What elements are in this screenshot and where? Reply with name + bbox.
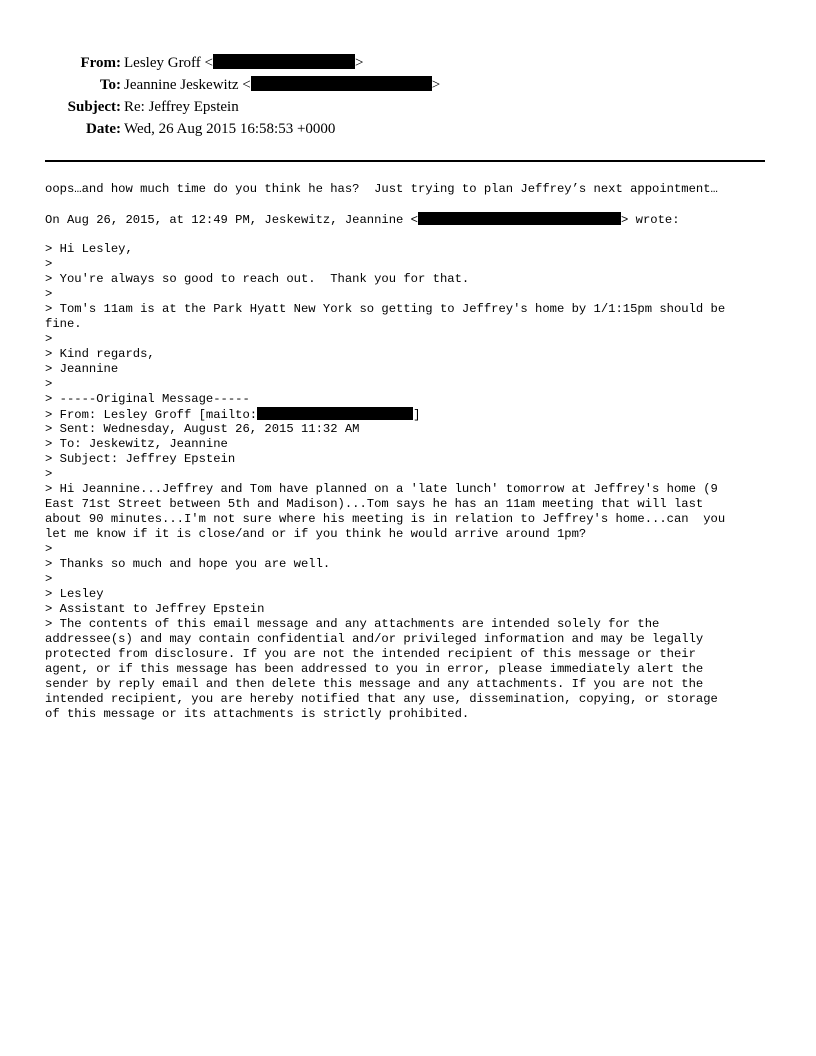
subject-value: Re: Jeffrey Epstein [124, 99, 239, 115]
quoted-line: > [45, 572, 53, 586]
quoted-line: about 90 minutes...I'm not sure where his meeting is in relation to Jeffrey's home...can you [45, 512, 726, 526]
date-label: Date: [86, 121, 121, 137]
header-to [0, 74, 816, 96]
disclaimer-line: sender by reply email and then delete this message and any attachments. If you are not the [45, 677, 704, 691]
redaction-bar [251, 76, 432, 91]
disclaimer-line: agent, or if this message has been addressed to you in error, please immediately alert the [45, 662, 704, 676]
disclaimer-line: of this message or its attachments is strictly prohibited. [45, 707, 470, 721]
to-value: Jeannine Jeskewitz < > [124, 77, 441, 93]
quoted-line: > Hi Jeannine...Jeffrey and Tom have planned on a 'late lunch' tomorrow at Jeffrey's home (9 [45, 482, 718, 496]
quote-attribution: On Aug 26, 2015, at 12:49 PM, Jeskewitz, Jeannine < > wrote: [45, 213, 680, 227]
quoted-line: fine. [45, 317, 82, 331]
email-body [45, 182, 785, 722]
reply-text: oops…and how much time do you think he has? Just trying to plan Jeffrey’s next appointment… [45, 182, 718, 196]
to-label: To: [99, 77, 121, 93]
quoted-line: East 71st Street between 5th and Madison)...Tom says he has an 11am meeting that will last [45, 497, 704, 511]
header-from [0, 52, 816, 74]
quoted-line: > [45, 257, 53, 271]
quoted-line: > Thanks so much and hope you are well. [45, 557, 331, 571]
disclaimer-line: intended recipient, you are hereby notified that any use, dissemination, copying, or storage [45, 692, 718, 706]
quoted-line: > Tom's 11am is at the Park Hyatt New York so getting to Jeffrey's home by 1/1:15pm should be [45, 302, 726, 316]
quoted-line: > Sent: Wednesday, August 26, 2015 11:32 AM [45, 422, 360, 436]
quoted-line: > [45, 467, 53, 481]
quoted-line: > [45, 332, 53, 346]
quoted-line: > From: Lesley Groff [mailto: ] [45, 408, 421, 422]
redaction-bar [257, 407, 413, 420]
quoted-line: > Assistant to Jeffrey Epstein [45, 602, 265, 616]
quoted-line: > -----Original Message----- [45, 392, 250, 406]
from-label: From: [80, 55, 121, 71]
redaction-bar [418, 212, 621, 225]
subject-label: Subject: [67, 99, 121, 115]
header-divider [45, 160, 765, 162]
disclaimer-line: protected from disclosure. If you are not the intended recipient of this message or their [45, 647, 696, 661]
quoted-line: let me know if it is close/and or if you think he would arrive around 1pm? [45, 527, 587, 541]
quoted-line: > You're always so good to reach out. Thank you for that. [45, 272, 470, 286]
header-subject [0, 96, 816, 118]
redaction-bar [213, 54, 355, 69]
quoted-line: > [45, 542, 53, 556]
quoted-line: > [45, 287, 53, 301]
from-value: Lesley Groff < > [124, 55, 364, 71]
disclaimer-line: > The contents of this email message and any attachments are intended solely for the [45, 617, 660, 631]
quoted-line: > Lesley [45, 587, 104, 601]
quoted-line: > Subject: Jeffrey Epstein [45, 452, 236, 466]
quoted-line: > Kind regards, [45, 347, 155, 361]
quoted-line: > [45, 377, 53, 391]
disclaimer-line: addressee(s) and may contain confidential and/or privileged information and may be legally [45, 632, 704, 646]
quoted-line: > To: Jeskewitz, Jeannine [45, 437, 228, 451]
quoted-line: > Hi Lesley, [45, 242, 133, 256]
quoted-line: > Jeannine [45, 362, 119, 376]
header-date [0, 118, 816, 140]
date-value: Wed, 26 Aug 2015 16:58:53 +0000 [124, 121, 336, 137]
